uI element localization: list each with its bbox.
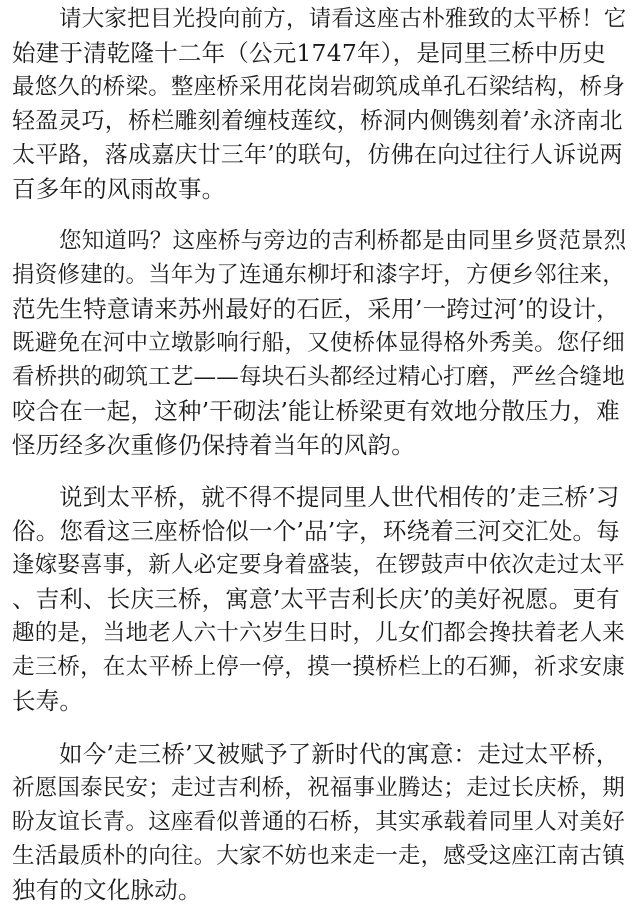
text-line: 祈愿国泰民安；走过吉利桥，祝福事业腾达；走过长庆桥，期 bbox=[12, 775, 625, 801]
text-line: 怪历经多次重修仍保持着当年的风韵。 bbox=[12, 431, 415, 459]
text-line: 轻盈灵巧，桥栏雕刻着缠枝莲纹，桥洞内侧镌刻着’永济南北 bbox=[12, 108, 623, 134]
text-line: 独有的文化脉动。 bbox=[12, 876, 202, 904]
text-line: 始建于清乾隆十二年（公元1747年），是同里三桥中历史 bbox=[12, 39, 606, 67]
text-line: 既避免在河中立墩影响行船，又使桥体显得格外秀美。您仔细 bbox=[12, 330, 625, 356]
text-line: 逢嫁娶喜事，新人必定要身着盛装，在锣鼓声中依次走过太平 bbox=[12, 552, 625, 578]
text-line: 范先生特意请来苏州最好的石匠，采用’一跨过河’的设计， bbox=[12, 295, 620, 323]
text-line: 看桥拱的砌筑工艺——每块石头都经过精心打磨，严丝合缝地 bbox=[12, 364, 625, 390]
text-line: 太平路，落成嘉庆廿三年’的联句，仿佛在向过往行人诉说两 bbox=[12, 142, 623, 168]
text-line: 如今’走三桥’又被赋予了新时代的寓意：走过太平桥， bbox=[59, 740, 620, 768]
text-line: 趣的是，当地老人六十六岁生日时，儿女们都会搀扶着老人来 bbox=[12, 620, 625, 646]
text-line: 俗。您看这三座桥恰似一个’品’字，环绕着三河交汇处。每 bbox=[12, 517, 620, 545]
text-line: 长寿。 bbox=[12, 687, 84, 715]
paragraph-walk-three-bridges-custom bbox=[12, 480, 632, 718]
text-line: 捐资修建的。当年为了连通东柳圩和漆字圩，方便乡邻往来， bbox=[12, 262, 625, 288]
paragraph-bridge-history bbox=[12, 224, 632, 462]
paragraph-taiping-bridge-intro bbox=[12, 2, 632, 206]
text-line: 请大家把目光投向前方，请看这座古朴雅致的太平桥！它 bbox=[59, 6, 627, 32]
paragraph-modern-meaning bbox=[12, 737, 632, 907]
text-line: 咬合在一起，这种’干砌法’能让桥梁更有效地分散压力，难 bbox=[12, 397, 620, 425]
text-line: 盼友谊长青。这座看似普通的石桥，其实承载着同里人对美好 bbox=[12, 809, 625, 835]
text-line: 百多年的风雨故事。 bbox=[12, 175, 226, 203]
text-line: 说到太平桥，就不得不提同里人世代相传的’走三桥’习 bbox=[59, 483, 620, 511]
text-line: 最悠久的桥梁。整座桥采用花岗岩砌筑成单孔石梁结构，桥身 bbox=[12, 74, 625, 100]
text-line: 、吉利、长庆三桥，寓意’太平吉利长庆’的美好祝愿。更有 bbox=[12, 585, 620, 613]
text-line: 走三桥，在太平桥上停一停，摸一摸桥栏上的石狮，祈求安康 bbox=[12, 654, 625, 680]
text-line: 您知道吗？这座桥与旁边的吉利桥都是由同里乡贤范景烈 bbox=[59, 228, 627, 254]
text-line: 生活最质朴的向往。大家不妨也来走一走，感受这座江南古镇 bbox=[12, 843, 625, 869]
